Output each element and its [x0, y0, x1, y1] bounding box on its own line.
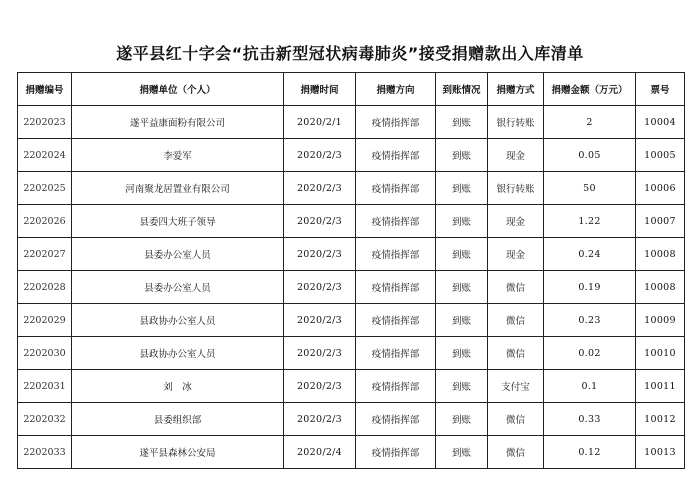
table-row [18, 238, 685, 271]
cell-amount: 0.02 [544, 337, 636, 370]
cell-method: 微信 [488, 403, 544, 436]
cell-donation-id: 2202029 [18, 304, 72, 337]
cell-date: 2020/2/3 [284, 370, 356, 403]
cell-donor: 县政协办公室人员 [72, 304, 284, 337]
cell-ticket: 10011 [636, 370, 685, 403]
cell-method: 银行转账 [488, 172, 544, 205]
cell-method: 微信 [488, 304, 544, 337]
cell-donor: 刘 冰 [72, 370, 284, 403]
cell-donation-id: 2202023 [18, 106, 72, 139]
cell-method: 微信 [488, 337, 544, 370]
cell-ticket: 10004 [636, 106, 685, 139]
cell-ticket: 10006 [636, 172, 685, 205]
cell-status: 到账 [436, 271, 488, 304]
header-date: 捐赠时间 [284, 73, 356, 106]
cell-amount: 50 [544, 172, 636, 205]
table-row [18, 403, 685, 436]
header-method: 捐赠方式 [488, 73, 544, 106]
cell-direction: 疫情指挥部 [356, 172, 436, 205]
cell-donor: 河南聚龙居置业有限公司 [72, 172, 284, 205]
cell-direction: 疫情指挥部 [356, 139, 436, 172]
table-row [18, 337, 685, 370]
cell-date: 2020/2/3 [284, 139, 356, 172]
table-row [18, 271, 685, 304]
cell-direction: 疫情指挥部 [356, 370, 436, 403]
cell-amount: 0.19 [544, 271, 636, 304]
cell-date: 2020/2/3 [284, 172, 356, 205]
cell-ticket: 10013 [636, 436, 685, 469]
cell-amount: 0.1 [544, 370, 636, 403]
cell-direction: 疫情指挥部 [356, 205, 436, 238]
table-row [18, 304, 685, 337]
cell-status: 到账 [436, 139, 488, 172]
cell-donor: 县委办公室人员 [72, 271, 284, 304]
cell-method: 现金 [488, 205, 544, 238]
cell-ticket: 10008 [636, 238, 685, 271]
cell-date: 2020/2/3 [284, 205, 356, 238]
cell-date: 2020/2/4 [284, 436, 356, 469]
cell-date: 2020/2/3 [284, 403, 356, 436]
cell-donor: 李爱军 [72, 139, 284, 172]
cell-donation-id: 2202031 [18, 370, 72, 403]
cell-donation-id: 2202027 [18, 238, 72, 271]
header-status: 到账情况 [436, 73, 488, 106]
cell-direction: 疫情指挥部 [356, 403, 436, 436]
table-row [18, 172, 685, 205]
table-row [18, 106, 685, 139]
header-donation-id: 捐赠编号 [18, 73, 72, 106]
cell-method: 现金 [488, 238, 544, 271]
cell-donor: 县政协办公室人员 [72, 337, 284, 370]
cell-amount: 0.33 [544, 403, 636, 436]
table-header-row [18, 73, 685, 106]
cell-donor: 遂平县森林公安局 [72, 436, 284, 469]
cell-direction: 疫情指挥部 [356, 304, 436, 337]
cell-direction: 疫情指挥部 [356, 238, 436, 271]
cell-ticket: 10008 [636, 271, 685, 304]
cell-amount: 2 [544, 106, 636, 139]
cell-status: 到账 [436, 106, 488, 139]
cell-status: 到账 [436, 436, 488, 469]
cell-donation-id: 2202024 [18, 139, 72, 172]
cell-donation-id: 2202030 [18, 337, 72, 370]
cell-donor: 县委办公室人员 [72, 238, 284, 271]
cell-donation-id: 2202026 [18, 205, 72, 238]
header-amount: 捐赠金额（万元） [544, 73, 636, 106]
document-title: 遂平县红十字会“抗击新型冠状病毒肺炎”接受捐赠款出入库清单 [116, 44, 584, 63]
cell-ticket: 10009 [636, 304, 685, 337]
cell-method: 微信 [488, 436, 544, 469]
cell-direction: 疫情指挥部 [356, 436, 436, 469]
cell-date: 2020/2/1 [284, 106, 356, 139]
cell-amount: 0.12 [544, 436, 636, 469]
cell-status: 到账 [436, 403, 488, 436]
table-row [18, 436, 685, 469]
header-direction: 捐赠方向 [356, 73, 436, 106]
cell-donation-id: 2202025 [18, 172, 72, 205]
donation-table [17, 72, 685, 469]
cell-status: 到账 [436, 172, 488, 205]
cell-direction: 疫情指挥部 [356, 271, 436, 304]
cell-date: 2020/2/3 [284, 337, 356, 370]
cell-method: 银行转账 [488, 106, 544, 139]
cell-status: 到账 [436, 238, 488, 271]
cell-ticket: 10012 [636, 403, 685, 436]
header-ticket: 票号 [636, 73, 685, 106]
cell-direction: 疫情指挥部 [356, 337, 436, 370]
cell-donor: 遂平益康面粉有限公司 [72, 106, 284, 139]
table-row [18, 205, 685, 238]
cell-date: 2020/2/3 [284, 271, 356, 304]
table-row [18, 139, 685, 172]
cell-date: 2020/2/3 [284, 304, 356, 337]
cell-method: 微信 [488, 271, 544, 304]
cell-method: 现金 [488, 139, 544, 172]
cell-ticket: 10005 [636, 139, 685, 172]
table-row [18, 370, 685, 403]
cell-ticket: 10010 [636, 337, 685, 370]
cell-amount: 0.24 [544, 238, 636, 271]
cell-donation-id: 2202033 [18, 436, 72, 469]
cell-donation-id: 2202028 [18, 271, 72, 304]
cell-donation-id: 2202032 [18, 403, 72, 436]
cell-donor: 县委组织部 [72, 403, 284, 436]
cell-amount: 0.05 [544, 139, 636, 172]
cell-ticket: 10007 [636, 205, 685, 238]
cell-direction: 疫情指挥部 [356, 106, 436, 139]
table-body [18, 106, 685, 469]
cell-status: 到账 [436, 205, 488, 238]
cell-status: 到账 [436, 337, 488, 370]
cell-donor: 县委四大班子领导 [72, 205, 284, 238]
cell-date: 2020/2/3 [284, 238, 356, 271]
cell-status: 到账 [436, 370, 488, 403]
cell-amount: 1.22 [544, 205, 636, 238]
cell-amount: 0.23 [544, 304, 636, 337]
header-donor: 捐赠单位（个人） [72, 73, 284, 106]
cell-method: 支付宝 [488, 370, 544, 403]
cell-status: 到账 [436, 304, 488, 337]
